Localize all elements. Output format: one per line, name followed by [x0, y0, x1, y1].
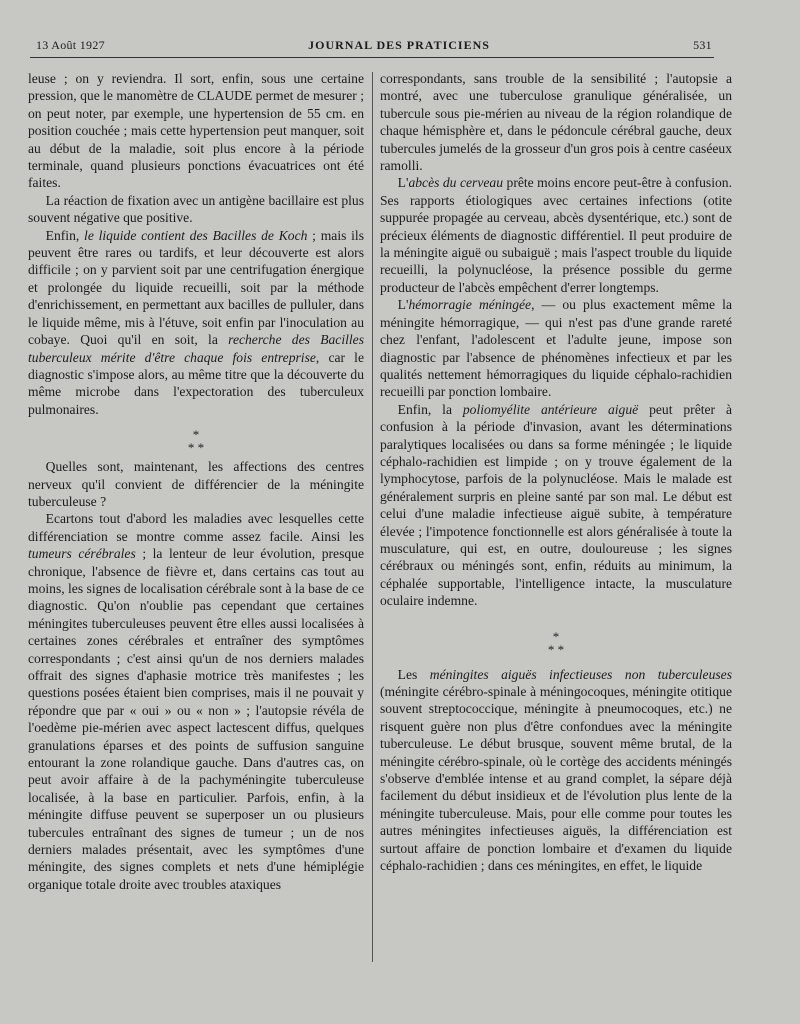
paragraph: Ecartons tout d'abord les maladies avec lesquelles cette différenciation se montre comme assez facile. Ainsi les tumeurs cérébrales ; la lenteur de leur évolution, presque chronique, l'absence de fièvre et, dans certains cas tout au moins, les signes de localisation cérébrale sont à la base de ce diagnostic. Qu'on n'oublie pas cependant que certaines méningites tuberculeuses peuvent être elles aussi localisées à certaines zones cérébrales et entraîner des symptômes correspondants ; c'est ainsi qu'un de nos derniers malades offrait des signes d'aphasie motrice très manifestes ; les questions posées étaient bien comprises, mais il ne pouvait y répondre que par « oui » ou « non » ; l'autopsie révéla de l'oedème pie-mérien avec aspect lactescent diffus, quelques granulations éparses et des points de suffusion sanguine entourant la zone rolandique gauche. Dans d'autres cas, on peut avoir affaire à de la pachyméningite tuberculeuse localisée, à la base en particulier. Parfois, enfin, à la méningite diffuse peuvent se superposer un ou plusieurs tubercules entraînant des signes de tumeur ; un de nos derniers malades présentait, avec les symptômes d'une méningite, des signes complets et nets d'une hémiplégie organique totale droite avec troubles ataxiques: [28, 511, 365, 892]
page-number: 531: [693, 38, 712, 52]
header-rule: [30, 57, 714, 58]
italic-phrase: tumeurs cérébrales: [28, 546, 136, 562]
paragraph: La réaction de fixation avec un antigène bacillaire est plus souvent négative que positive.: [28, 192, 364, 226]
paragraph: L'abcès du cerveau prête moins encore peut-être à confusion. Ses rapports étiologiques avec certaines infections (otite suppurée propagée au cerveau, abcès dysentérique, etc.) sont de précieux éléments de diagnostic différentiel. Il peut produire de la méningite aiguë ou subaiguë ; mais l'aspect trouble du liquide recueilli, la polynucléose, la présence possible du germe producteur de l'abcès empêchent d'errer longtemps.: [380, 175, 732, 295]
italic-phrase: le liquide contient des Bacilles de Koch: [84, 227, 308, 243]
paragraph: Enfin, la poliomyélite antérieure aiguë peut prêter à confusion à la période d'invasion, avant les déterminations paralytiques localisées ou dans sa forme méningée ; le liquide céphalo-rachidien est limpide ; on y trouve également de la lymphocytose, parfois de la polynucléose. Mais le malade est généralement surpris en pleine santé par son mal. Le début est celui d'une maladie infectieuse aiguë subite, à température élevée ; l'impotence fonctionnelle est alors généralisée à toute la musculature, qui est, en outre, douloureuse ; les signes cérébraux ou méningés sont, enfin, réduits au minimum, la céphalée supportable, l'intelligence intacte, la musculature oculaire indemne.: [380, 401, 733, 609]
italic-phrase: abcès du cerveau: [408, 175, 504, 191]
journal-title: JOURNAL DES PRATICIENS: [308, 38, 490, 52]
left-column: [28, 70, 364, 893]
paragraph: Enfin, le liquide contient des Bacilles de Koch ; mais ils peuvent être rares ou tardifs, et leur découverte est alors difficile ; on y parvient soit par une centrifugation énergique et prolongée du liquide recueilli, soit par la méthode d'enrichissement, en permettant aux bacilles de pulluler, dans le liquide même, mis à l'étuve, soit enfin par l'inoculation au cobaye. Quoi qu'il en soit, la recherche des Bacilles tuberculeux mérite d'être chaque fois entreprise, car le diagnostic s'impose alors, au même titre que la découverte du même microbe dans l'expectoration des tuberculeux pulmonaires.: [28, 227, 365, 417]
italic-phrase: poliomyélite antérieure aiguë: [462, 401, 639, 417]
italic-phrase: méningites aiguës infectieuses non tuberculeuses: [429, 666, 733, 682]
column-divider: [372, 72, 373, 962]
italic-phrase: hémorragie méningée: [408, 297, 532, 313]
right-column: [380, 70, 732, 874]
paragraph: correspondants, sans trouble de la sensibilité ; l'autopsie a montré, avec une tuberculose granulique généralisée, un tubercule sous pie-mérien au niveau de la région rolandique de chaque hémisphère et, dans le pédoncule cérébral gauche, deux tubercules jumelés de la grosseur d'un gros pois à centre caséeux ramolli.: [380, 71, 732, 174]
header-date: 13 Août 1927: [36, 38, 105, 52]
paragraph: leuse ; on y reviendra. Il sort, enfin, sous une certaine pression, que le manomètre de CLAUDE permet de mesurer ; on peut noter, par exemple, une hypertension de 55 cm. en position couchée ; mais cette hypertension peut manquer, soit au début de la maladie, soit plus encore à la période terminale, quand plusieurs ponctions évacuatrices ont été faites.: [28, 71, 364, 191]
running-header: [36, 38, 712, 56]
paragraph: Quelles sont, maintenant, les affections des centres nerveux qu'il convient de différencier de la méningite tuberculeuse ?: [28, 459, 364, 509]
paragraph: Les méningites aiguës infectieuses non tuberculeuses (méningite cérébro-spinale à méningocoques, méningite otitique souvent streptococcique, méningite à pneumocoques, etc.) ne risquent guère non plus d'être confondues avec la méningite tuberculeuse. Le début brusque, souvent même brutal, de la méningite cérébro-spinale, où le cortège des accidents méningés s'observe d'emblée intense et au grand complet, la sépare déjà facilement du début insidieux et de l'évolution plus lente de la méningite tuberculeuse. Mais, pour elle comme pour toutes les autres méningites infectieuses aiguës, la différenciation est surtout affaire de ponction lombaire et d'examen du liquide céphalo-rachidien ; dans ces méningites, en effet, le liquide: [380, 666, 733, 874]
paragraph: L'hémorragie méningée, — ou plus exactement même la méningite hémorragique, — qui n'est pas d'une grande rareté chez l'enfant, l'adolescent et l'adulte jeune, impose son diagnostic par l'absence de phénomènes infectieux et par les qualités nettement hémorragiques du liquide céphalo-rachidien recueilli par ponction lombaire.: [380, 297, 732, 400]
section-asterism: * * *: [187, 427, 205, 456]
section-asterism: * * *: [547, 628, 565, 657]
italic-phrase: recherche des Bacilles tuberculeux mérite d'être chaque fois entreprise: [28, 332, 364, 365]
